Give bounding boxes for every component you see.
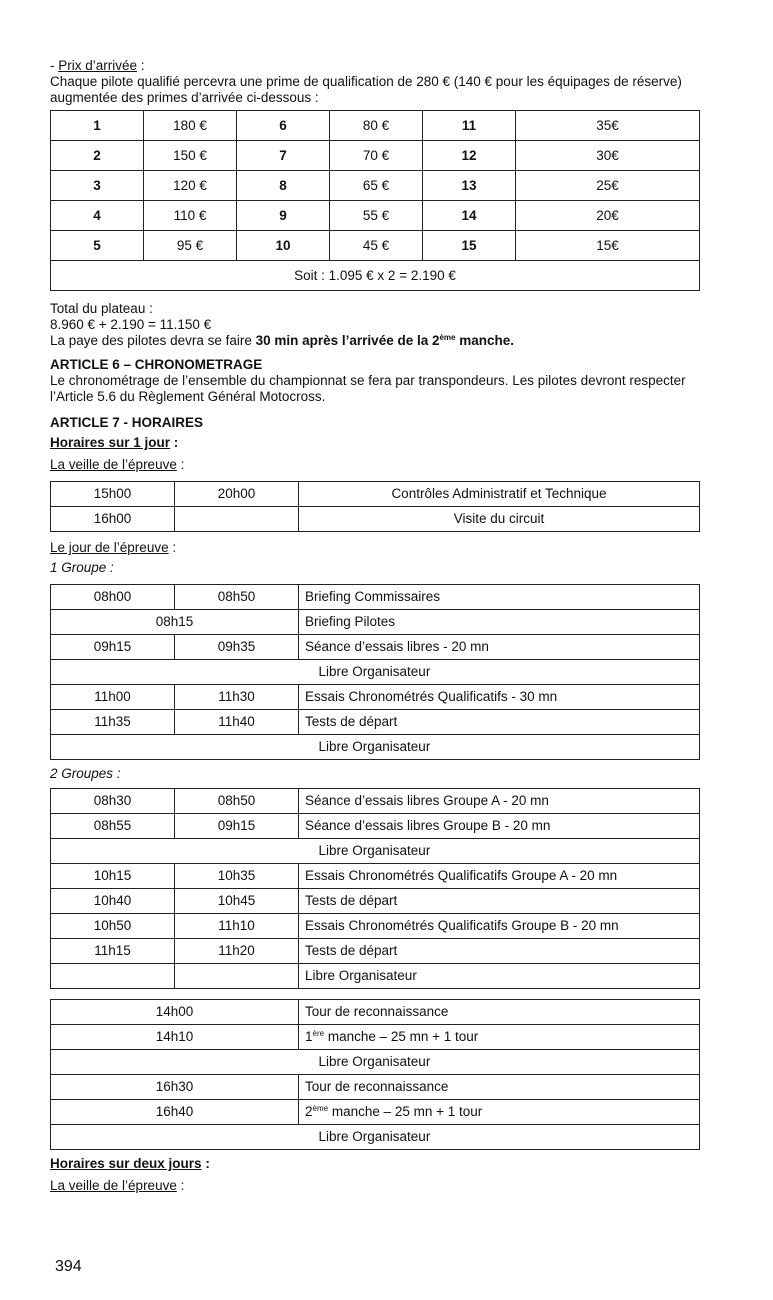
prize-amount: 120 € [144, 171, 237, 201]
prize-row [51, 201, 700, 231]
schedule-row: Libre Organisateur [51, 660, 700, 685]
payment-note: La paye des pilotes devra se faire 30 min après l’arrivée de la 2ème manche. [50, 333, 515, 348]
prize-intro-text: Chaque pilote qualifié percevra une prime de qualification de 280 € (140 € pour les équipages de réserve) augmentée des primes d’arrivée ci-dessous : [50, 74, 682, 105]
group2-label: 2 Groupes : [50, 766, 121, 781]
prize-rank: 3 [51, 171, 144, 201]
day-heading: Le jour de l’épreuve : [50, 540, 177, 555]
schedule-row: Libre Organisateur [51, 839, 700, 864]
prize-rank: 9 [237, 201, 330, 231]
schedule-row: 11h35 11h40 Tests de départ [51, 710, 700, 735]
schedule-row: 10h40 10h45 Tests de départ [51, 889, 700, 914]
schedule-row: 14h00 Tour de reconnaissance [51, 1000, 700, 1025]
prize-rank: 5 [51, 231, 144, 261]
prize-amount: 150 € [144, 141, 237, 171]
document-page [50, 58, 700, 1194]
schedule-row: 10h15 10h35 Essais Chronométrés Qualificatifs Groupe A - 20 mn [51, 864, 700, 889]
prize-summary: Soit : 1.095 € x 2 = 2.190 € [51, 261, 700, 291]
prize-rank: 7 [237, 141, 330, 171]
prize-table [50, 110, 700, 291]
prize-rank: 14 [423, 201, 516, 231]
schedule-row: 16h30 Tour de reconnaissance [51, 1075, 700, 1100]
schedule-row: 11h00 11h30 Essais Chronométrés Qualificatifs - 30 mn [51, 685, 700, 710]
schedule-row: 14h10 1ère manche – 25 mn + 1 tour [51, 1025, 700, 1050]
total-title: Total du plateau : [50, 301, 153, 316]
group2-schedule-table [50, 788, 700, 989]
eve-schedule-table [50, 481, 700, 532]
schedule-row: 16h00 Visite du circuit [51, 507, 700, 532]
schedule-row: 08h55 09h15 Séance d’essais libres Groupe B - 20 mn [51, 814, 700, 839]
group1-schedule-table [50, 584, 700, 760]
schedule-row: Libre Organisateur [51, 1050, 700, 1075]
eve-heading: La veille de l’épreuve : [50, 457, 185, 472]
eve2-heading: La veille de l’épreuve : [50, 1178, 185, 1193]
schedule-row: 10h50 11h10 Essais Chronométrés Qualificatifs Groupe B - 20 mn [51, 914, 700, 939]
prize-rank: 6 [237, 111, 330, 141]
prize-rank: 13 [423, 171, 516, 201]
prize-rank: 12 [423, 141, 516, 171]
prize-amount: 70 € [330, 141, 423, 171]
schedule-row: 16h40 2ème manche – 25 mn + 1 tour [51, 1100, 700, 1125]
prize-rank: 4 [51, 201, 144, 231]
prize-rank: 8 [237, 171, 330, 201]
prize-amount: 180 € [144, 111, 237, 141]
schedule-row: 15h00 20h00 Contrôles Administratif et Technique [51, 482, 700, 507]
group1-label: 1 Groupe : [50, 560, 114, 575]
two-days-heading: Horaires sur deux jours : [50, 1156, 210, 1171]
prize-amount: 55 € [330, 201, 423, 231]
prize-amount: 15€ [516, 231, 700, 261]
prize-rank: 15 [423, 231, 516, 261]
schedule-row: 11h15 11h20 Tests de départ [51, 939, 700, 964]
article6-title: ARTICLE 6 – CHRONOMETRAGE [50, 357, 263, 372]
prize-rank: 11 [423, 111, 516, 141]
schedule-row: 08h15 Briefing Pilotes [51, 610, 700, 635]
schedule-row: Libre Organisateur [51, 1125, 700, 1150]
prize-amount: 95 € [144, 231, 237, 261]
prize-amount: 65 € [330, 171, 423, 201]
total-amount: 8.960 € + 2.190 = 11.150 € [50, 317, 212, 332]
prize-heading: - Prix d’arrivée : [50, 58, 145, 73]
prize-amount: 45 € [330, 231, 423, 261]
prize-amount: 35€ [516, 111, 700, 141]
schedule-row: Libre Organisateur [51, 735, 700, 760]
prize-heading-label: Prix d’arrivée [58, 58, 138, 73]
prize-amount: 80 € [330, 111, 423, 141]
prize-rank: 10 [237, 231, 330, 261]
race-schedule-table [50, 999, 700, 1150]
prize-amount: 30€ [516, 141, 700, 171]
prize-row [51, 111, 700, 141]
schedule-row: 08h00 08h50 Briefing Commissaires [51, 585, 700, 610]
prize-row [51, 141, 700, 171]
schedule-row: Libre Organisateur [51, 964, 700, 989]
prize-amount: 20€ [516, 201, 700, 231]
prize-rank: 2 [51, 141, 144, 171]
schedule-row: 08h30 08h50 Séance d’essais libres Groupe A - 20 mn [51, 789, 700, 814]
page-number: 394 [55, 1258, 82, 1275]
schedule-row: 09h15 09h35 Séance d’essais libres - 20 mn [51, 635, 700, 660]
prize-row [51, 231, 700, 261]
prize-rank: 1 [51, 111, 144, 141]
article7-title: ARTICLE 7 - HORAIRES [50, 415, 204, 430]
prize-row [51, 171, 700, 201]
article6-text: Le chronométrage de l’ensemble du championnat se fera par transpondeurs. Les pilotes devront respecter l’Article 5.6 du Règlement Général Motocross. [50, 373, 686, 404]
prize-amount: 25€ [516, 171, 700, 201]
one-day-heading: Horaires sur 1 jour : [50, 435, 179, 450]
prize-amount: 110 € [144, 201, 237, 231]
